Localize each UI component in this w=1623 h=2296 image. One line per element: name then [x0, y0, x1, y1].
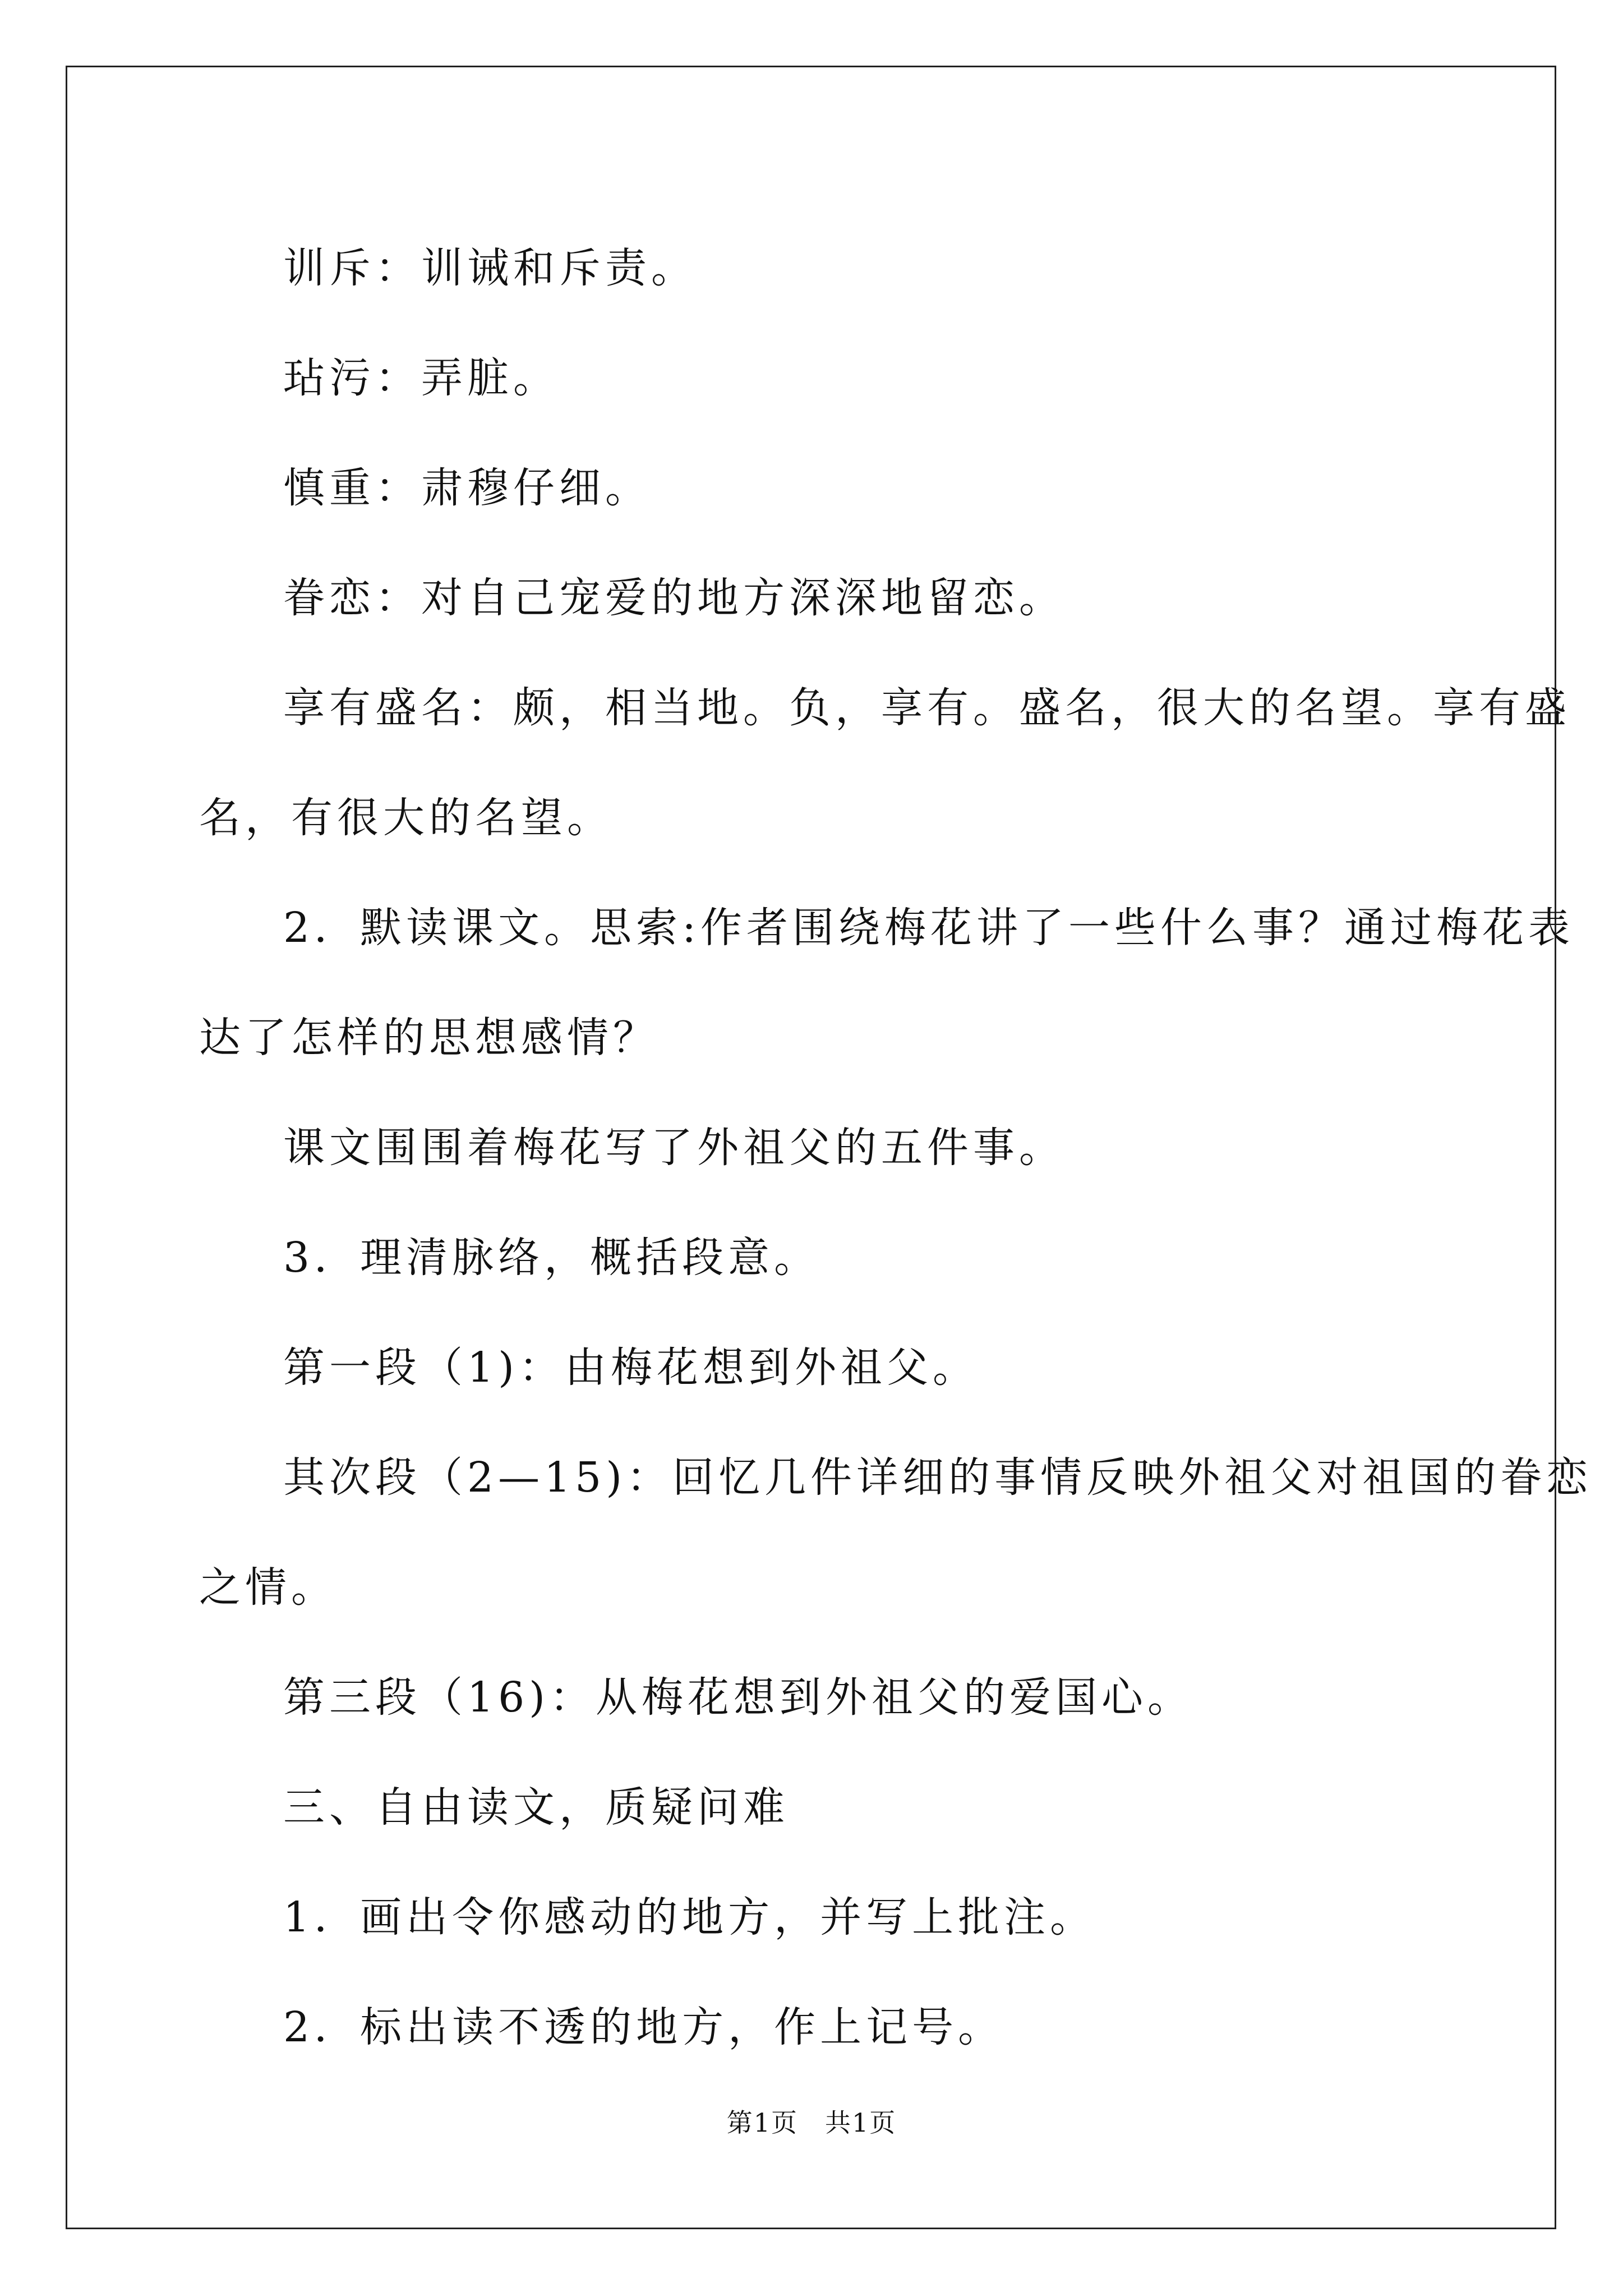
text-line: 3．理清脉络，概括段意。 — [283, 1234, 820, 1282]
text-line: 达了怎样的思想感情？ — [199, 1014, 659, 1062]
text-line: 课文围围着梅花写了外祖父的五件事。 — [283, 1124, 1065, 1172]
paragraph — [199, 1642, 1433, 1752]
page-footer: 第1页 共1页 — [726, 2108, 897, 2138]
text-line: 眷恋：对自己宠爱的地方深深地留恋。 — [283, 574, 1065, 622]
document-body — [199, 213, 1593, 2082]
paragraph-continuation — [199, 983, 1433, 1093]
text-line: 之情。 — [199, 1563, 337, 1612]
paragraph — [199, 1093, 1433, 1203]
text-line: 三、自由读文，质疑问难 — [283, 1783, 789, 1832]
text-line: 其次段（2—15)：回忆几件详细的事情反映外祖父对祖国的眷恋 — [283, 1453, 1593, 1502]
paragraph — [199, 1972, 1433, 2082]
text-line: 玷污：弄脏。 — [283, 354, 559, 402]
text-line: 第一段（1)：由梅花想到外祖父。 — [283, 1343, 979, 1392]
paragraph — [199, 1423, 1593, 1533]
paragraph — [199, 873, 1575, 983]
paragraph — [199, 1203, 1433, 1313]
paragraph-continuation — [199, 1533, 1433, 1642]
paragraph-continuation — [199, 763, 1433, 873]
paragraph — [199, 1313, 1433, 1423]
paragraph — [199, 543, 1433, 653]
text-line: 1．画出令你感动的地方，并写上批注。 — [283, 1893, 1096, 1941]
text-line: 训斥：训诫和斥责。 — [283, 244, 697, 292]
text-line: 享有盛名：颇，相当地。负，享有。盛名，很大的名望。享有盛 — [283, 684, 1571, 732]
text-line: 慎重：肃穆仔细。 — [283, 464, 651, 512]
paragraph — [199, 323, 1433, 433]
section-heading — [199, 1752, 1433, 1862]
paragraph — [199, 213, 1433, 323]
paragraph — [199, 1862, 1433, 1972]
paragraph — [199, 653, 1571, 763]
text-line: 2．标出读不透的地方，作上记号。 — [283, 2003, 1004, 2051]
text-line: 名，有很大的名望。 — [199, 794, 613, 842]
text-line: 第三段（16)：从梅花想到外祖父的爱国心。 — [283, 1673, 1194, 1722]
paragraph — [199, 433, 1433, 543]
text-line: 2．默读课文。思索:作者围绕梅花讲了一些什么事？通过梅花表 — [283, 904, 1575, 952]
